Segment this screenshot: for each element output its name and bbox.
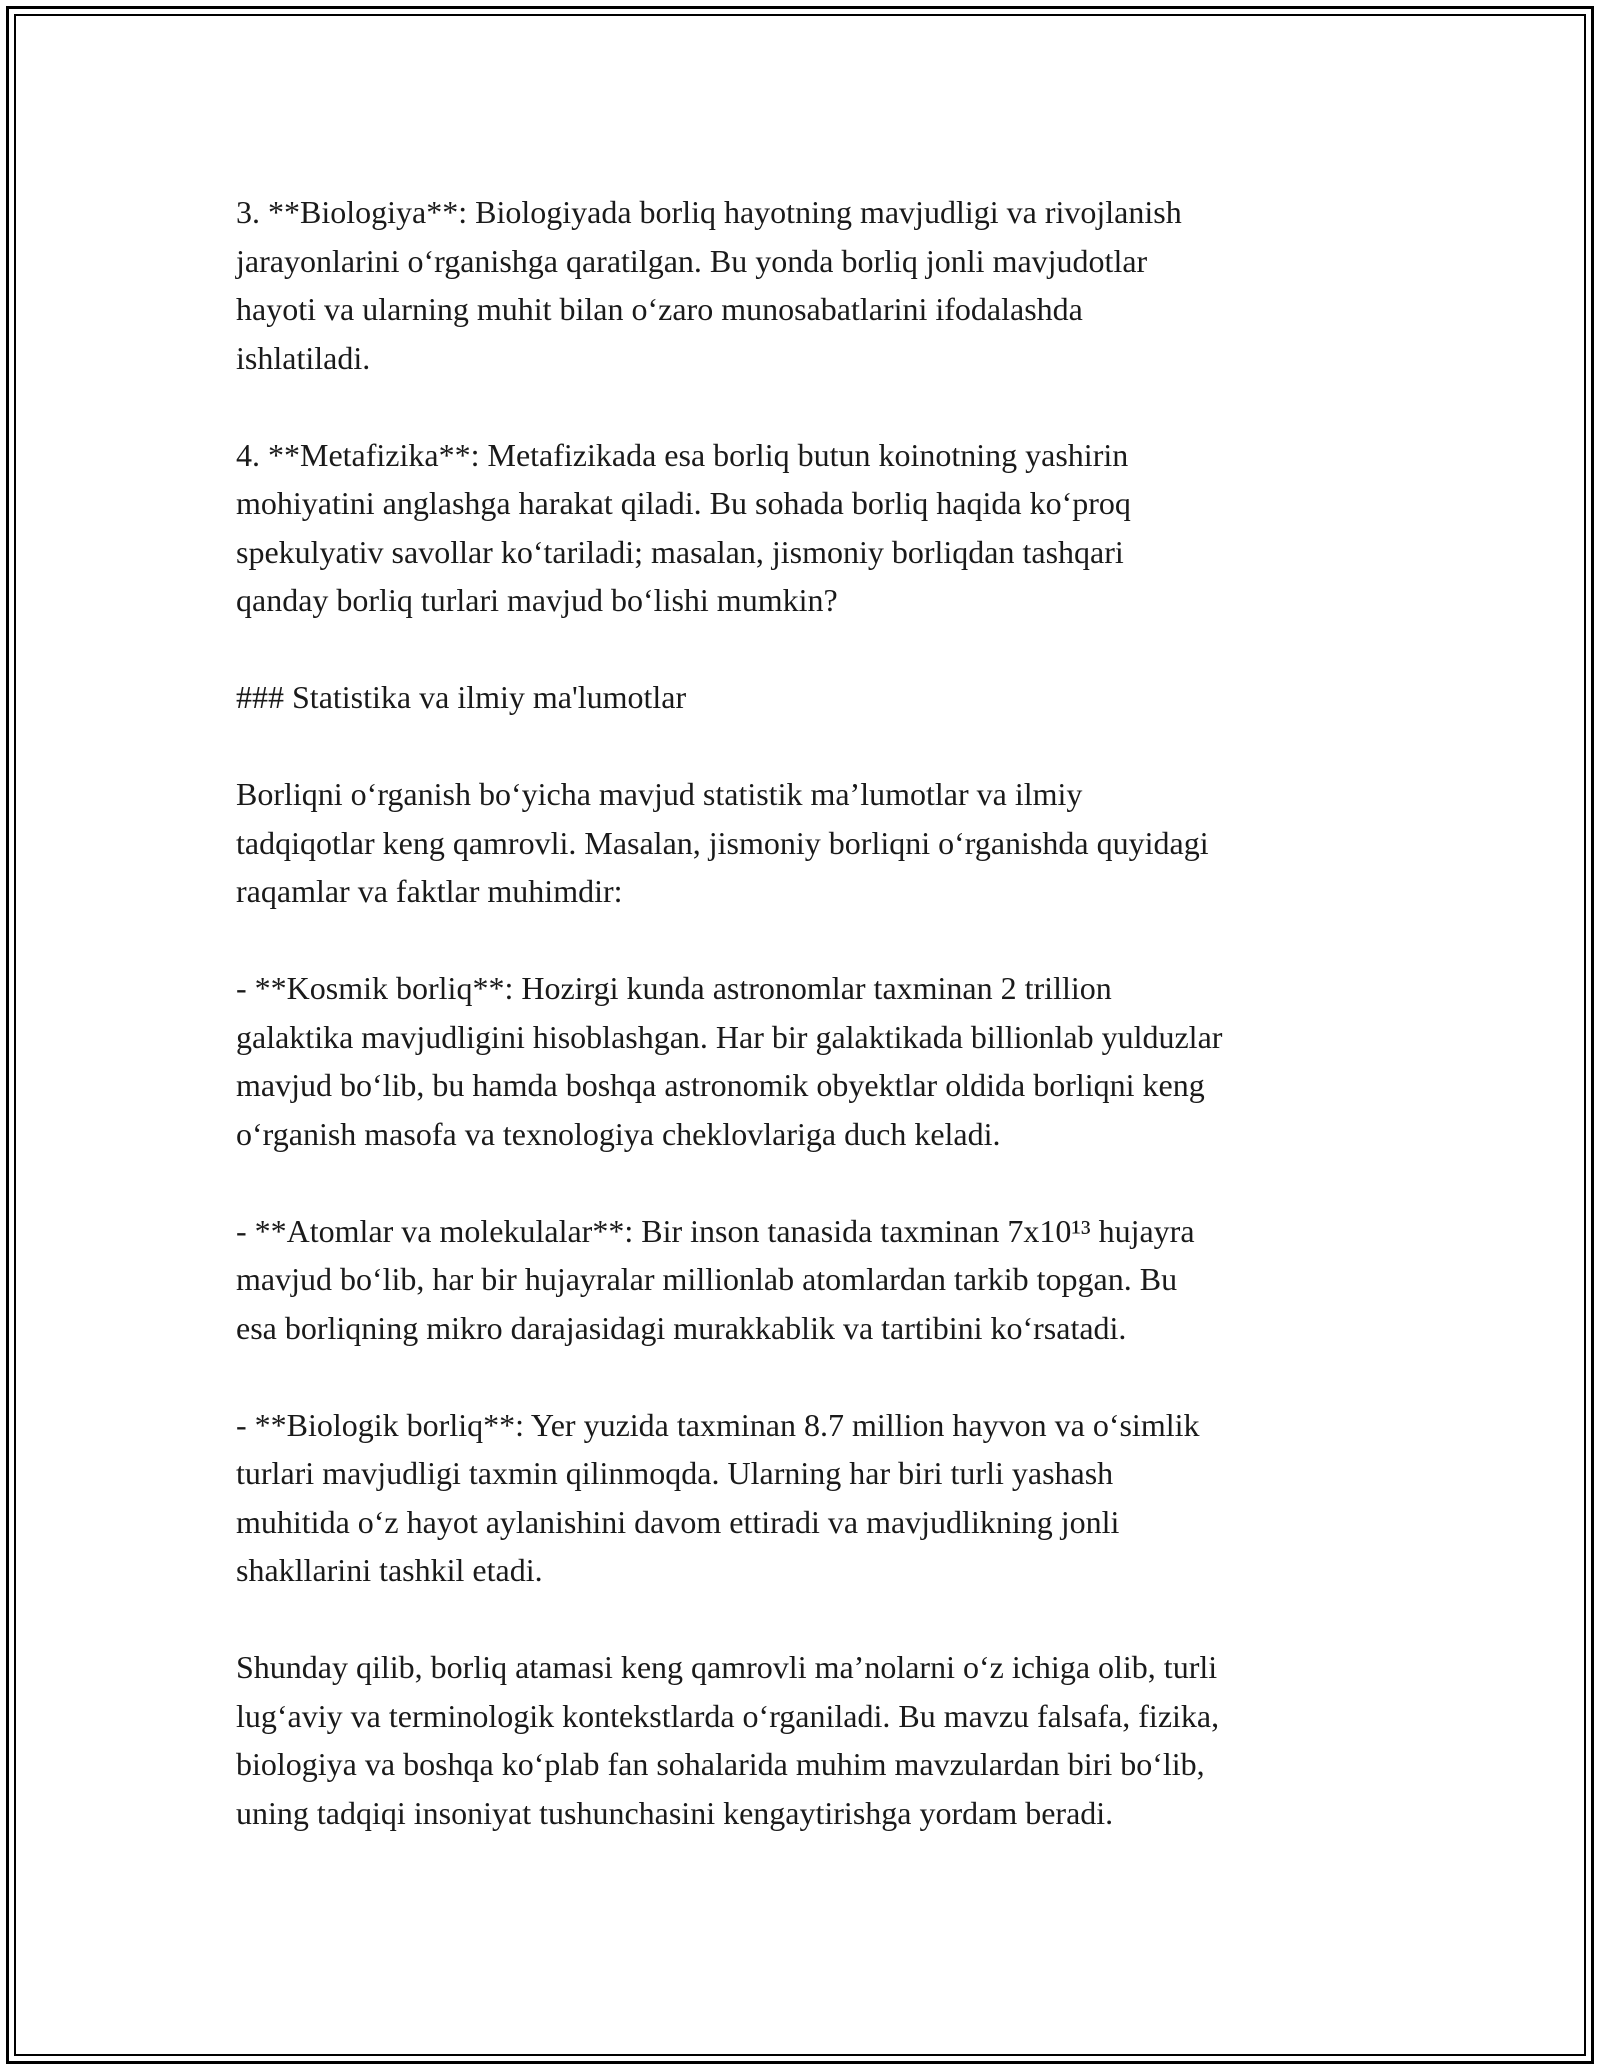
text-line: turlari mavjudligi taxmin qilinmoqda. Ularning har biri turli yashash bbox=[236, 1455, 1114, 1491]
text-line: mavjud bo‘lib, bu hamda boshqa astronomik obyektlar oldida borliqni keng bbox=[236, 1067, 1205, 1103]
text-line: Borliqni o‘rganish bo‘yicha mavjud statistik ma’lumotlar va ilmiy bbox=[236, 776, 1083, 812]
list-item-atomlar bbox=[236, 1207, 1386, 1353]
text-line: raqamlar va faktlar muhimdir: bbox=[236, 873, 623, 909]
text-line: - **Atomlar va molekulalar**: Bir inson tanasida taxminan 7x10¹³ hujayra bbox=[236, 1212, 1195, 1249]
text-line: shakllarini tashkil etadi. bbox=[236, 1552, 543, 1588]
paragraph-biologiya bbox=[236, 188, 1386, 382]
text-line: qanday borliq turlari mavjud bo‘lishi mumkin? bbox=[236, 582, 838, 618]
section-heading bbox=[236, 673, 1386, 722]
list-item-biologik-borliq bbox=[236, 1401, 1386, 1595]
text-line: 4. **Metafizika**: Metafizikada esa borliq butun koinotning yashirin bbox=[236, 436, 1129, 473]
text-line: lug‘aviy va terminologik kontekstlarda o‘rganiladi. Bu mavzu falsafa, fizika, bbox=[236, 1697, 1220, 1734]
text-line: mavjud bo‘lib, har bir hujayralar millionlab atomlardan tarkib topgan. Bu bbox=[236, 1261, 1178, 1297]
paragraph-conclusion bbox=[236, 1643, 1386, 1837]
text-line: - **Biologik borliq**: Yer yuzida taxminan 8.7 million hayvon va o‘simlik bbox=[236, 1406, 1200, 1443]
text-line: esa borliqning mikro darajasidagi murakkablik va tartibini ko‘rsatadi. bbox=[236, 1309, 1127, 1346]
list-item-kosmik-borliq bbox=[236, 964, 1386, 1158]
text-line: spekulyativ savollar ko‘tariladi; masalan, jismoniy borliqdan tashqari bbox=[236, 533, 1124, 570]
text-line: biologiya va boshqa ko‘plab fan sohalarida muhim mavzulardan biri bo‘lib, bbox=[236, 1746, 1205, 1782]
text-line: uning tadqiqi insoniyat tushunchasini kengaytirishga yordam beradi. bbox=[236, 1794, 1114, 1831]
text-line: hayoti va ularning muhit bilan o‘zaro munosabatlarini ifodalashda bbox=[236, 291, 1083, 327]
paragraph-intro-statistics bbox=[236, 770, 1386, 916]
text-line: 3. **Biologiya**: Biologiyada borliq hayotning mavjudligi va rivojlanish bbox=[236, 194, 1182, 230]
text-line: tadqiqotlar keng qamrovli. Masalan, jismoniy borliqni o‘rganishda quyidagi bbox=[236, 824, 1209, 861]
text-line: o‘rganish masofa va texnologiya cheklovlariga duch keladi. bbox=[236, 1115, 1001, 1152]
text-line: - **Kosmik borliq**: Hozirgi kunda astronomlar taxminan 2 trillion bbox=[236, 970, 1112, 1006]
text-line: muhitida o‘z hayot aylanishini davom ettiradi va mavjudlikning jonli bbox=[236, 1503, 1120, 1540]
text-line: mohiyatini anglashga harakat qiladi. Bu sohada borliq haqida ko‘proq bbox=[236, 485, 1131, 521]
text-line: galaktika mavjudligini hisoblashgan. Har bir galaktikada billionlab yulduzlar bbox=[236, 1018, 1223, 1055]
text-line: Shunday qilib, borliq atamasi keng qamrovli ma’nolarni o‘z ichiga olib, turli bbox=[236, 1649, 1218, 1685]
text-line: jarayonlarini o‘rganishga qaratilgan. Bu yonda borliq jonli mavjudotlar bbox=[236, 242, 1148, 279]
heading-line: ### Statistika va ilmiy ma'lumotlar bbox=[236, 679, 687, 715]
paragraph-metafizika bbox=[236, 431, 1386, 625]
text-line: ishlatiladi. bbox=[236, 339, 371, 376]
document-body bbox=[236, 188, 1386, 1886]
